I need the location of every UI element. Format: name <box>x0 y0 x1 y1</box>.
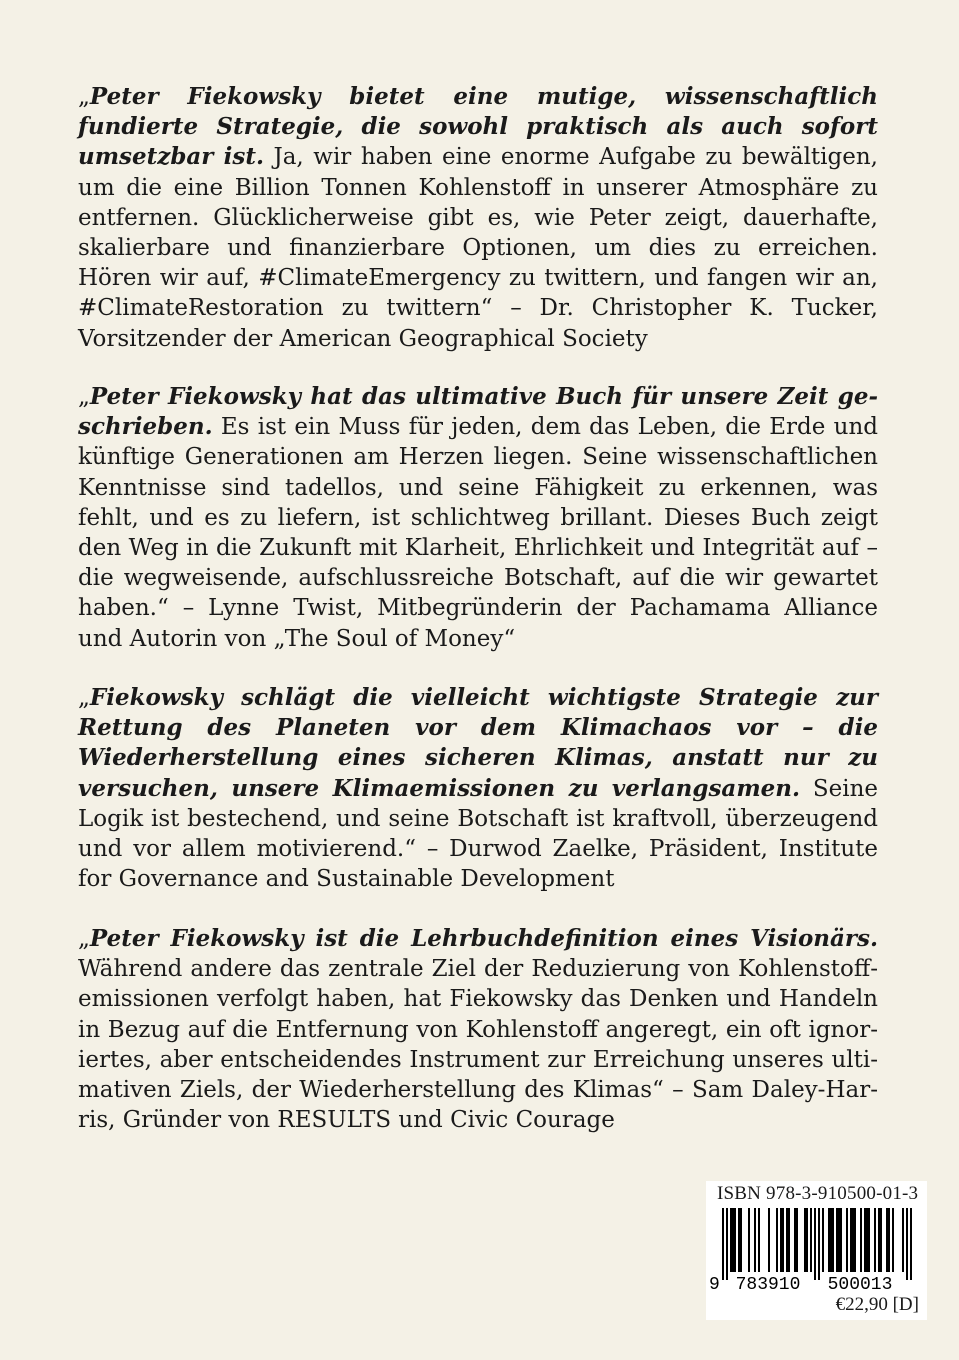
barcode-bar <box>836 1208 838 1272</box>
barcode-bar <box>888 1208 890 1272</box>
isbn-barcode-box <box>706 1181 927 1320</box>
barcode-bar <box>776 1208 778 1272</box>
barcode-guard-bar <box>818 1208 820 1280</box>
ean13-barcode <box>706 1208 927 1294</box>
barcode-bar <box>806 1208 808 1272</box>
barcode-bar <box>754 1208 756 1272</box>
barcode-bar <box>730 1208 732 1272</box>
barcode-bar <box>822 1208 824 1272</box>
barcode-digits-right: 500013 <box>827 1275 893 1294</box>
barcode-bar <box>850 1208 852 1272</box>
barcode-bar <box>780 1208 782 1272</box>
blurb-body: Während andere das zentrale Ziel der Reduzierung von Kohlenstoffemissionen verfolgt haben, hat Fiekowsky das Denken und Handeln in Bezug auf die Entfernung von Kohlenstoff angeregt, ein oft ignoriertes, aber entscheidendes Instrument zur Erreichung unseres ultimativen Ziels, der Wiederherstellung des Klimas“ – Sam Daley-Harris, Gründer von RESULTS und Civic Courage <box>78 956 878 1134</box>
blurb-daley-harris <box>78 924 878 1135</box>
barcode-bar <box>734 1208 736 1272</box>
barcode-bar <box>740 1208 742 1272</box>
barcode-digit-first: 9 <box>709 1275 720 1294</box>
blurb-lead: Peter Fiekowsky hat das ultimative Buch für unsere Zeit geschrieben. <box>78 383 878 441</box>
barcode-bar <box>738 1208 740 1272</box>
barcode-bar <box>866 1208 868 1272</box>
barcode-bar <box>846 1208 848 1272</box>
barcode-bar <box>886 1208 888 1272</box>
barcode-bar <box>874 1208 876 1272</box>
barcode-bar <box>828 1208 830 1272</box>
quote-open-mark: „ <box>78 926 90 952</box>
quote-open-mark: „ <box>78 384 90 410</box>
barcode-bar <box>878 1208 880 1272</box>
barcode-guard-bar <box>906 1208 908 1280</box>
barcode-bar <box>782 1208 784 1272</box>
quote-open-mark: „ <box>78 685 90 711</box>
barcode-bar <box>794 1208 796 1272</box>
blurb-body: Seine Logik ist bestechend, und seine Botschaft ist kraftvoll, überzeugend und vor allem motivierend.“ – Durwod Zaelke, Präsident, Institute for Governance and Sustainable Development <box>78 775 878 893</box>
barcode-bar <box>860 1208 862 1272</box>
barcode-guard-bar <box>910 1208 912 1280</box>
barcode-bar <box>796 1208 798 1272</box>
barcode-guard-bar <box>722 1208 724 1280</box>
price-label: €22,90 [D] <box>835 1294 919 1315</box>
blurb-lead: Peter Fiekowsky bietet eine mutige, wissenschaftlich fundierte Strategie, die sowohl praktisch als auch sofort umsetzbar ist. <box>78 83 878 171</box>
barcode-bar <box>788 1208 790 1272</box>
barcode-bar <box>786 1208 788 1272</box>
barcode-digits-left: 783910 <box>735 1275 801 1294</box>
barcode-bar <box>868 1208 870 1272</box>
barcode-bar <box>804 1208 806 1272</box>
barcode-bar <box>768 1208 770 1272</box>
barcode-guard-bar <box>726 1208 728 1280</box>
blurb-body: Es ist ein Muss für jeden, dem das Leben, die Erde und künftige Generationen am Herzen liegen. Seine wissenschaftlichen Kenntnisse sind tadellos, und seine Fähigkeit zu erkennen, was fehlt, und es zu liefern, ist schlichtweg brillant. Dieses Buch zeigt den Weg in die Zukunft mit Klarheit, Ehrlichkeit und Integrität auf – die wegweisende, aufschlussreiche Botschaft, auf die wir gewartet haben.“ – Lynne Twist, Mitbegründerin der Pachamama Alliance und Autorin von „The Soul of Money“ <box>78 414 878 652</box>
barcode-bar <box>748 1208 750 1272</box>
barcode-bar <box>852 1208 854 1272</box>
barcode-bar <box>838 1208 840 1272</box>
blurb-tucker <box>78 82 878 354</box>
barcode-bar <box>840 1208 842 1272</box>
blurb-twist <box>78 382 878 654</box>
blurb-lead: Peter Fiekowsky ist die Lehrbuchdefinition eines Visionärs. <box>89 925 878 952</box>
barcode-bar <box>732 1208 734 1272</box>
barcode-bar <box>902 1208 904 1272</box>
barcode-bar <box>854 1208 856 1272</box>
barcode-bar <box>830 1208 832 1272</box>
barcode-bars <box>722 1208 912 1280</box>
barcode-bar <box>758 1208 760 1272</box>
blurb-zaelke <box>78 683 878 894</box>
isbn-label: ISBN 978-3-910500-01-3 <box>717 1183 919 1204</box>
barcode-guard-bar <box>814 1208 816 1280</box>
quote-open-mark: „ <box>78 84 90 110</box>
barcode-bar <box>892 1208 894 1272</box>
blurb-lead: Fiekowsky schlägt die vielleicht wichtigste Strategie zur Rettung des Planeten vor dem Klimachaos vor – die Wiederherstellung eines sicheren Klimas, anstatt nur zu versuchen, unsere Klimaemissionen zu verlangsamen. <box>78 684 878 802</box>
barcode-bar <box>810 1208 812 1272</box>
barcode-bar <box>880 1208 882 1272</box>
barcode-bar <box>832 1208 834 1272</box>
barcode-bar <box>864 1208 866 1272</box>
blurb-body: Ja, wir haben eine enorme Aufgabe zu bewältigen, um die eine Billion Tonnen Kohlenstoff in unserer Atmosphäre zu entfernen. Glücklicherweise gibt es, wie Peter zeigt, dauerhafte, skalierbare und finanzierbare Optionen, um dies zu erreichen. Hören wir auf, #ClimateEmergency zu twittern, und fangen wir an, #ClimateRestoration zu twittern“ – Dr. Christopher K. Tucker, Vorsitzender der American Geographical Society <box>78 144 878 352</box>
